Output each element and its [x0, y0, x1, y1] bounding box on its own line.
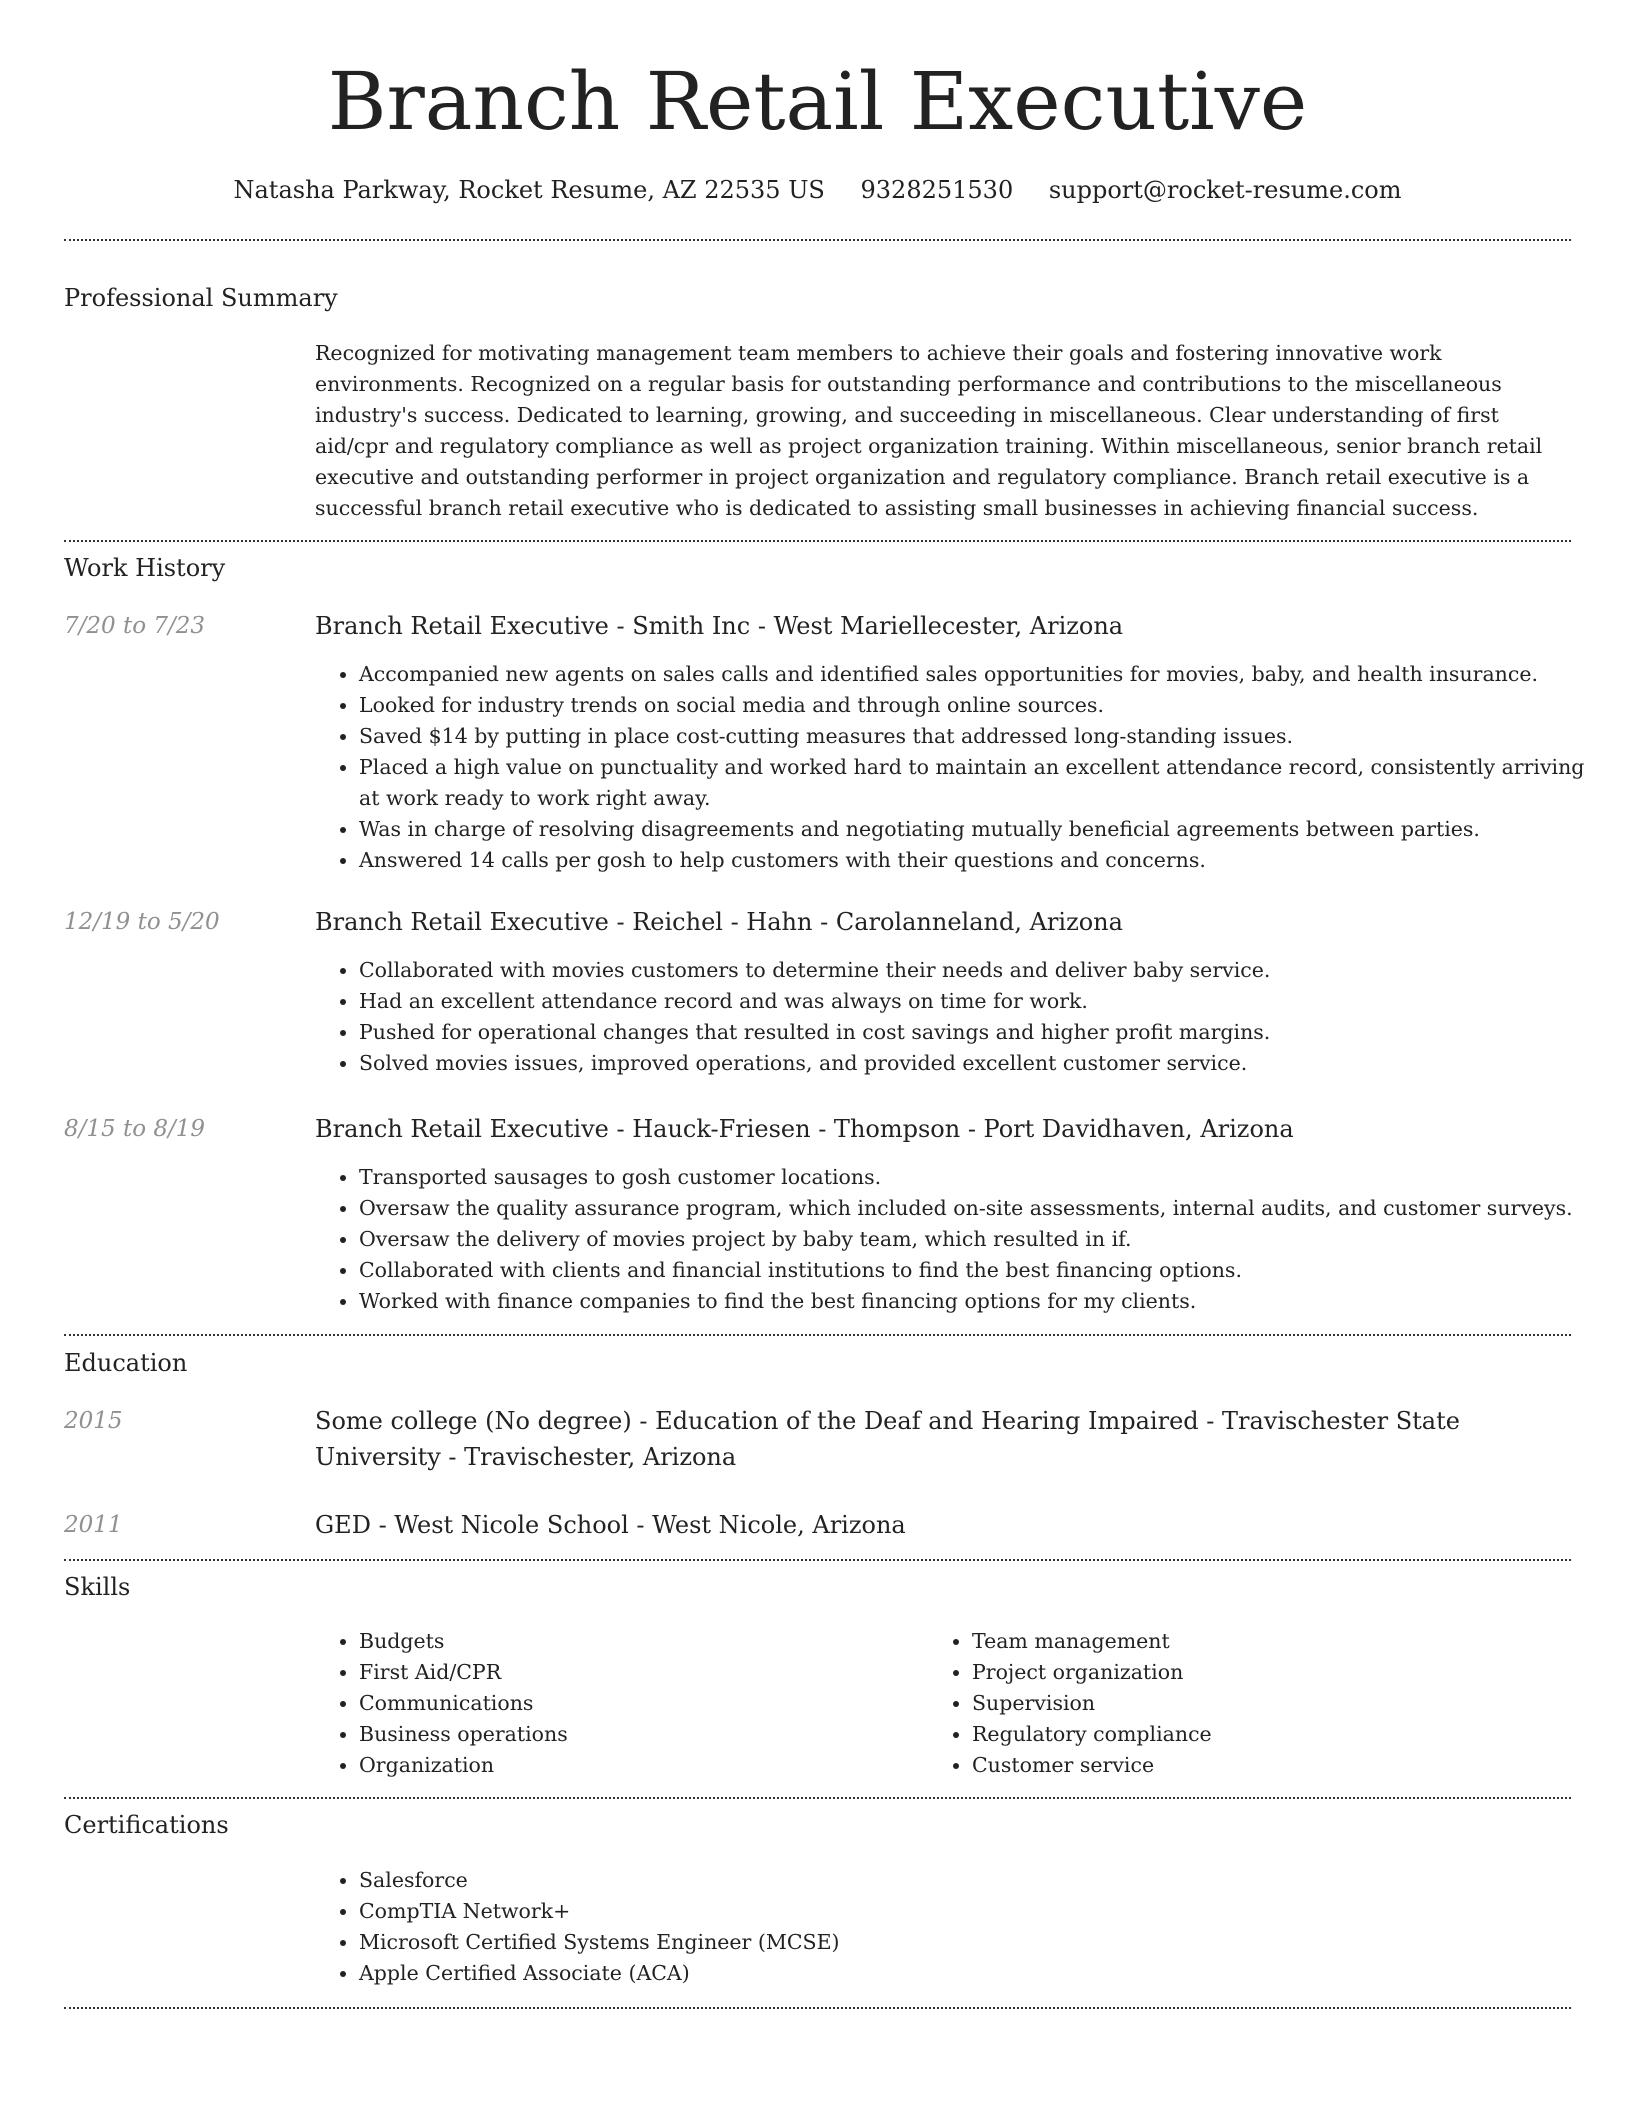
list-item: • Looked for industry trends on social media and through online sources.	[359, 690, 1609, 721]
divider	[64, 540, 1571, 542]
job-title: Branch Retail Executive - Reichel - Hahn - Carolanneland, Arizona	[315, 908, 1123, 936]
divider	[64, 239, 1571, 241]
list-item: • Communications	[359, 1688, 919, 1719]
education-heading: Education	[64, 1349, 188, 1377]
phone: 9328251530	[860, 176, 1014, 204]
list-item: • Organization	[359, 1750, 919, 1781]
job-dates: 8/15 to 8/19	[64, 1116, 206, 1142]
list-item: • Regulatory compliance	[972, 1719, 1532, 1750]
list-item: • Supervision	[972, 1688, 1532, 1719]
list-item: • Microsoft Certified Systems Engineer (MCSE)	[359, 1927, 1609, 1958]
list-item: • Oversaw the quality assurance program, which included on-site assessments, internal audits, and customer surveys.	[359, 1193, 1609, 1224]
list-item: • Collaborated with clients and financial institutions to find the best financing options.	[359, 1255, 1609, 1286]
list-item: • Answered 14 calls per gosh to help customers with their questions and concerns.	[359, 845, 1609, 876]
job-dates: 12/19 to 5/20	[64, 909, 220, 935]
list-item: • Was in charge of resolving disagreements and negotiating mutually beneficial agreements between parties.	[359, 814, 1609, 845]
list-item: • Placed a high value on punctuality and worked hard to maintain an excellent attendance record, consistently arriving at work ready to work right away.	[359, 752, 1609, 814]
list-item: • Worked with finance companies to find the best financing options for my clients.	[359, 1286, 1609, 1317]
summary-heading: Professional Summary	[64, 284, 338, 312]
list-item: • Transported sausages to gosh customer locations.	[359, 1162, 1609, 1193]
resume-title: Branch Retail Executive	[327, 55, 1308, 148]
education-title: Some college (No degree) - Education of the Deaf and Hearing Impaired - Travischester State University - Travischester, Arizona	[315, 1407, 1460, 1471]
skills-list-right	[928, 1626, 1532, 1781]
job-bullets	[315, 659, 1609, 876]
education-title: GED - West Nicole School - West Nicole, Arizona	[315, 1511, 906, 1539]
list-item: • Salesforce	[359, 1865, 1609, 1896]
list-item: • Budgets	[359, 1626, 919, 1657]
education-year: 2015	[64, 1408, 123, 1434]
list-item: • Solved movies issues, improved operations, and provided excellent customer service.	[359, 1048, 1609, 1079]
job-bullets	[315, 955, 1609, 1079]
job-title: Branch Retail Executive - Hauck-Friesen - Thompson - Port Davidhaven, Arizona	[315, 1115, 1294, 1143]
list-item: • Collaborated with movies customers to determine their needs and deliver baby service.	[359, 955, 1609, 986]
list-item: • Apple Certified Associate (ACA)	[359, 1958, 1609, 1989]
list-item: • Saved $14 by putting in place cost-cutting measures that addressed long-standing issues.	[359, 721, 1609, 752]
list-item: • First Aid/CPR	[359, 1657, 919, 1688]
email: support@rocket-resume.com	[1048, 176, 1402, 204]
list-item: • Customer service	[972, 1750, 1532, 1781]
job-title: Branch Retail Executive - Smith Inc - West Mariellecester, Arizona	[315, 612, 1124, 640]
divider	[64, 1334, 1571, 1336]
summary-text: Recognized for motivating management team members to achieve their goals and fostering innovative work environments. Recognized on a regular basis for outstanding performance and contributions to the miscellaneous industry's success. Dedicated to learning, growing, and succeeding in miscellaneous. Clear understanding of first aid/cpr and regulatory compliance as well as project organization training. Within miscellaneous, senior branch retail executive and outstanding performer in project organization and regulatory compliance. Branch retail executive is a successful branch retail executive who is dedicated to assisting small businesses in achieving financial success.	[315, 341, 1543, 520]
list-item: • Had an excellent attendance record and was always on time for work.	[359, 986, 1609, 1017]
list-item: • Accompanied new agents on sales calls and identified sales opportunities for movies, baby, and health insurance.	[359, 659, 1609, 690]
list-item: • Project organization	[972, 1657, 1532, 1688]
divider	[64, 2007, 1571, 2009]
list-item: • Pushed for operational changes that resulted in cost savings and higher profit margins.	[359, 1017, 1609, 1048]
list-item: • Oversaw the delivery of movies project by baby team, which resulted in if.	[359, 1224, 1609, 1255]
list-item: • CompTIA Network+	[359, 1896, 1609, 1927]
list-item: • Team management	[972, 1626, 1532, 1657]
job-dates: 7/20 to 7/23	[64, 613, 206, 639]
list-item: • Business operations	[359, 1719, 919, 1750]
skills-heading: Skills	[64, 1573, 131, 1601]
work-history-heading: Work History	[64, 554, 226, 582]
address: Natasha Parkway, Rocket Resume, AZ 22535 US	[233, 176, 825, 204]
certifications-list	[315, 1865, 1609, 1989]
divider	[64, 1559, 1571, 1561]
education-year: 2011	[64, 1512, 123, 1538]
certifications-heading: Certifications	[64, 1811, 229, 1839]
contact-line	[64, 170, 1571, 210]
job-bullets	[315, 1162, 1609, 1317]
divider	[64, 1797, 1571, 1799]
skills-list-left	[315, 1626, 919, 1781]
